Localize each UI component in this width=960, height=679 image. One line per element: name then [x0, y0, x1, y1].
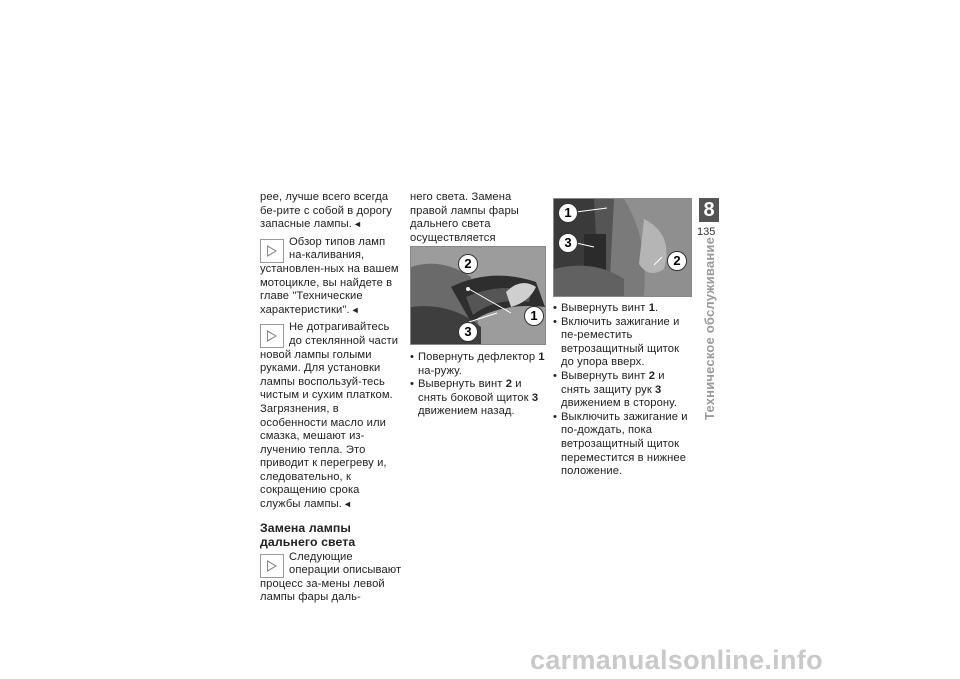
steps-column-2: [410, 351, 550, 419]
callout-3: 3: [558, 233, 578, 253]
photo-deflector: [410, 246, 546, 345]
watermark: carmanualsonline.info: [530, 645, 823, 675]
chapter-number-badge: 8: [699, 198, 719, 222]
step-item: • Вывернуть винт 2 и снять защиту рук 3 движением в сторону.: [553, 370, 695, 411]
step-item: • Вывернуть винт 2 и снять боковой щиток 3 движением назад.: [410, 378, 550, 419]
paragraph: рее, лучше всего всегда бе-рите с собой в дорогу запасные лампы.◄: [260, 191, 392, 231]
note-triangle-icon: [260, 239, 284, 263]
callout-3: 3: [458, 322, 478, 342]
note-text: Обзор типов ламп на-каливания, установлен-ных на вашем мотоцикле, вы найдете в главе "Технические характеристики".: [260, 235, 399, 316]
callout-1: 1: [558, 203, 578, 223]
steps-column-3: [553, 302, 695, 479]
step-item: • Вывернуть винт 1.: [553, 302, 695, 316]
step-item: • Выключить зажигание и по-дождать, пока ветрозащитный щиток переместится в нижнее положение.: [553, 411, 695, 479]
paragraph: него света. Замена правой лампы фары дальнего света осуществляется: [410, 191, 550, 259]
note-triangle-icon: [260, 324, 284, 348]
end-marker-icon: ◄: [352, 219, 362, 230]
page-number: 135: [697, 226, 716, 238]
note-block: [260, 321, 402, 511]
note-block: [260, 551, 402, 605]
section-heading: Замена лампы дальнего света: [260, 520, 356, 549]
callout-1: 1: [524, 306, 544, 326]
photo-handguard: [553, 198, 692, 297]
motorcycle-side-photo: [411, 247, 545, 344]
step-item: • Включить зажигание и пе-реместить ветрозащитный щиток до упора вверх.: [553, 316, 695, 370]
note-text: Следующие операции описывают процесс за-мены левой лампы фары даль-: [260, 550, 402, 604]
chapter-title-vertical: Техническое обслуживание: [702, 236, 717, 420]
end-marker-icon: ◄: [342, 499, 352, 510]
note-text: Не дотрагивайтесь до стеклянной части новой лампы голыми руками. Для установки лампы воспользуй-тесь чистым и сухим платком. Загрязнения, в особенности масло или смазка, мешают из-лучению тепла. Это приводит к перегреву и, следовательно, к сокращению срока службы лампы.: [260, 321, 399, 511]
callout-2: 2: [458, 254, 478, 274]
step-item: • Повернуть дефлектор 1 на-ружу.: [410, 351, 550, 378]
note-block: [260, 236, 402, 318]
text-column-1: [260, 191, 402, 605]
callout-2: 2: [667, 251, 687, 271]
note-triangle-icon: [260, 554, 284, 578]
end-marker-icon: ◄: [350, 304, 360, 315]
